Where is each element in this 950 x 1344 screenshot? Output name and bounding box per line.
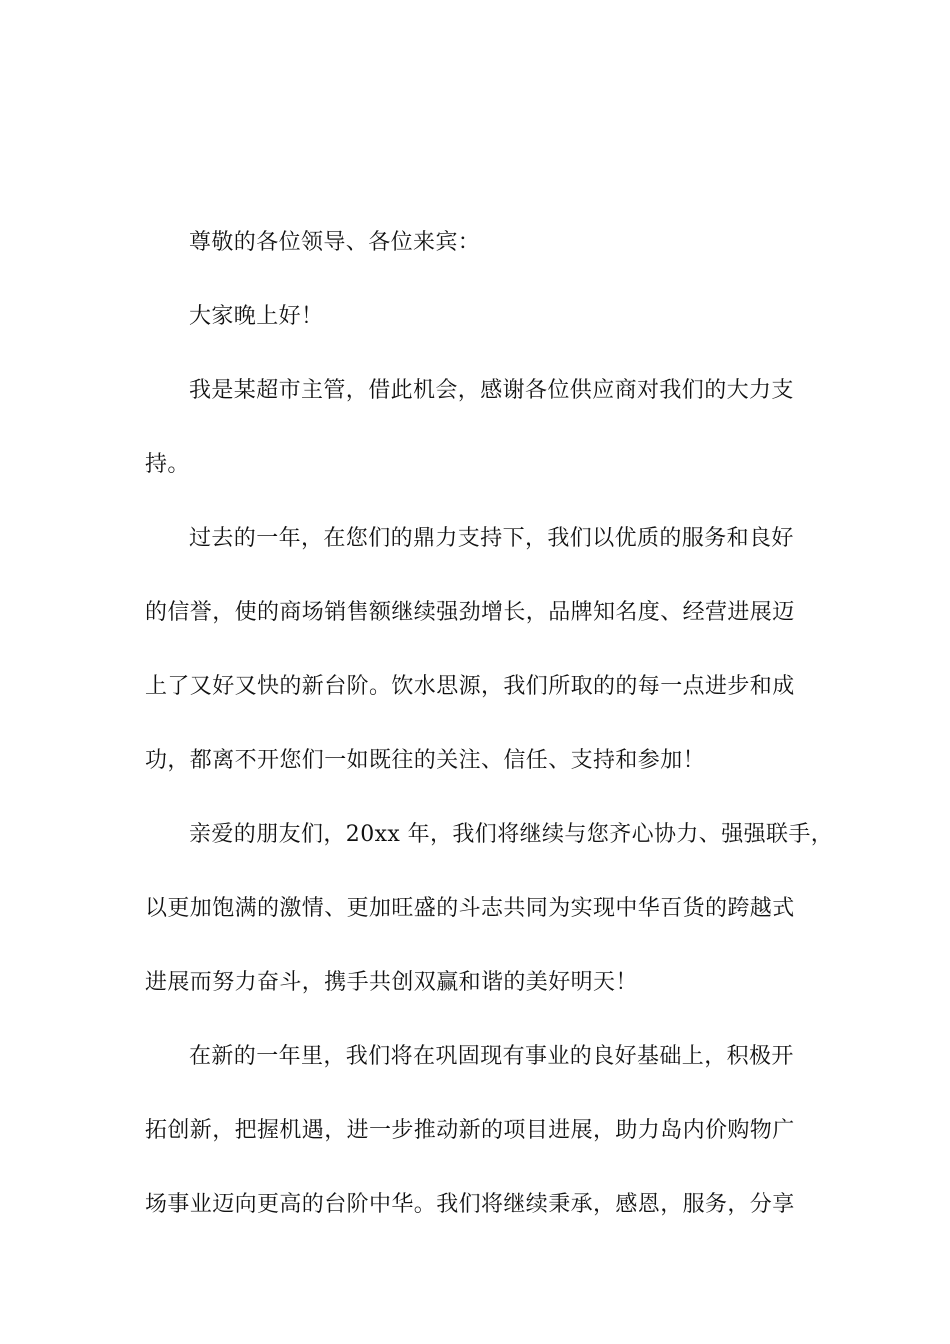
paragraph-line: 场事业迈向更高的台阶中华。我们将继续秉承，感恩，服务，分享 (145, 1192, 795, 1217)
paragraph-line: 功，都离不开您们一如既往的关注、信任、支持和参加！ (145, 748, 706, 773)
past-year-paragraph (145, 502, 825, 798)
introduction-paragraph (145, 354, 825, 502)
speech-body (145, 206, 834, 1242)
paragraph-line: 我是某超市主管，借此机会，感谢各位供应商对我们的大力支 (189, 378, 794, 403)
salutation-paragraph (145, 206, 825, 280)
paragraph-line: 以更加饱满的激情、更加旺盛的斗志共同为实现中华百货的跨越式 (145, 896, 795, 921)
paragraph-line: 的信誉，使的商场销售额继续强劲增长，品牌知名度、经营进展迈 (145, 600, 795, 625)
friends-paragraph (145, 798, 834, 1020)
paragraph-line: 亲爱的朋友们，20xx 年，我们将继续与您齐心协力、强强联手， (189, 822, 834, 847)
new-year-paragraph (145, 1020, 825, 1242)
paragraph-line: 拓创新，把握机遇，进一步推动新的项目进展，助力岛内价购物广 (145, 1118, 795, 1143)
paragraph-line: 进展而努力奋斗，携手共创双赢和谐的美好明天！ (145, 970, 638, 995)
paragraph-line: 过去的一年，在您们的鼎力支持下，我们以优质的服务和良好 (189, 526, 794, 551)
paragraph-line: 在新的一年里，我们将在巩固现有事业的良好基础上，积极开 (189, 1044, 794, 1069)
paragraph-line: 尊敬的各位领导、各位来宾： (189, 230, 481, 255)
paragraph-line: 上了又好又快的新台阶。饮水思源，我们所取的的每一点进步和成 (145, 674, 795, 699)
paragraph-line: 大家晚上好！ (189, 304, 324, 329)
greeting-paragraph (145, 280, 825, 354)
paragraph-line: 持。 (145, 452, 190, 477)
